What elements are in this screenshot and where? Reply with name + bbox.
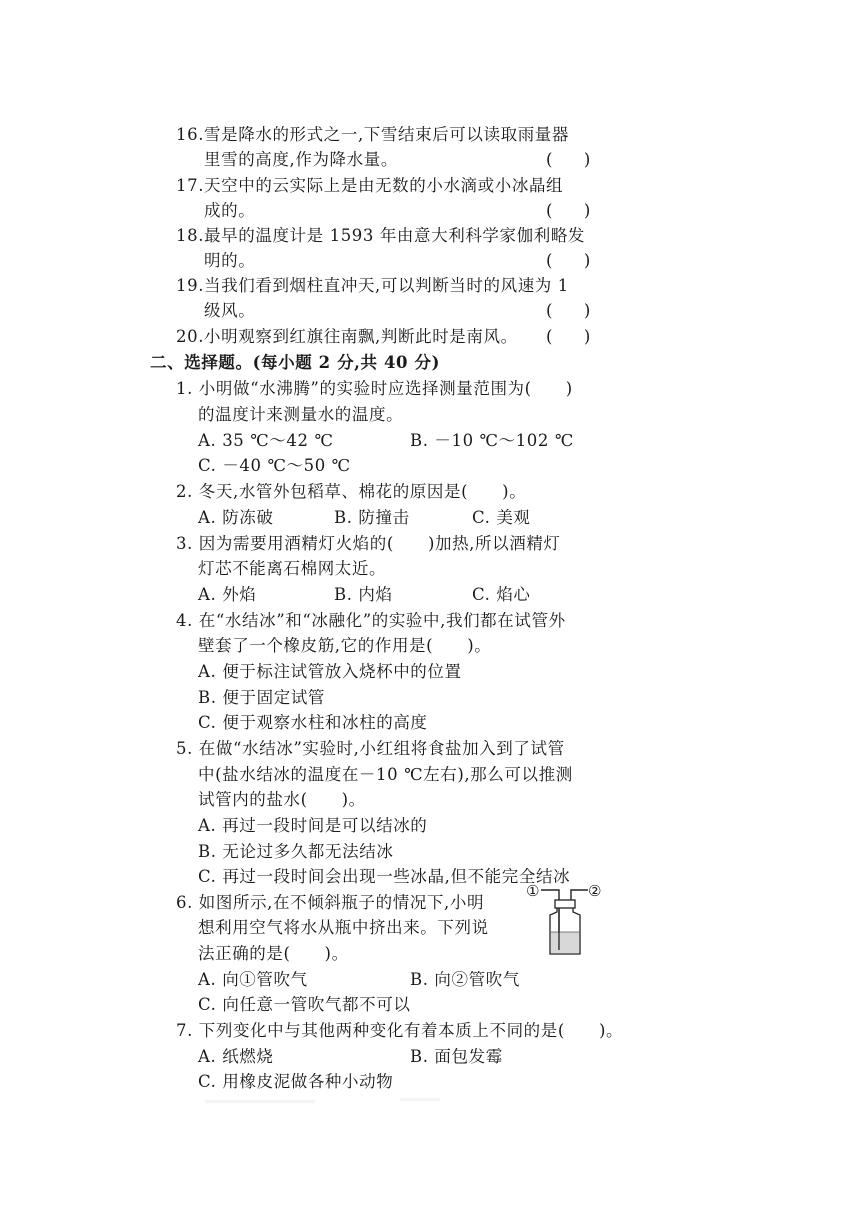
tf-16-number: 16. <box>176 125 205 144</box>
q4-stem-line-2 <box>198 635 491 657</box>
tf-17-line-1 <box>176 175 563 197</box>
q1-option-c[interactable]: C. －40 ℃～50 ℃ <box>198 456 351 475</box>
q6-option-c[interactable]: C. 向任意一管吹气都不可以 <box>198 995 411 1014</box>
q6-stem-line-2: 想利用空气将水从瓶中挤出来。下列说 <box>198 918 489 937</box>
q5-option-b[interactable]: B. 无论过多久都无法结冰 <box>198 842 394 861</box>
tf-19-line-1 <box>176 275 569 297</box>
q2-stem-close: )。 <box>502 482 527 501</box>
tf-18-line-2: 明的。 <box>204 251 256 270</box>
q3-option-b[interactable]: B. 内焰 <box>334 585 393 604</box>
q4-stem-line-1: 4. 在“水结冰”和“冰融化”的实验中,我们都在试管外 <box>176 611 566 630</box>
tf-19-line-2: 级风。 <box>204 301 256 320</box>
tf-19-text-1: 当我们看到烟柱直冲天,可以判断当时的风速为 1 <box>204 276 569 295</box>
q6-stem-line-1: 6. 如图所示,在不倾斜瓶子的情况下,小明 <box>176 893 485 912</box>
scan-smudge <box>400 1098 440 1101</box>
tf-18-answer-blank[interactable]: ( ) <box>546 251 591 270</box>
tf-18-text-1: 最早的温度计是 1593 年由意大利科学家伽利略发 <box>204 226 586 245</box>
q5-stem-line-2: 中(盐水结冰的温度在－10 ℃左右),那么可以推测 <box>198 765 573 784</box>
q4-stem-text: 壁套了一个橡皮筋,它的作用是( <box>198 636 434 655</box>
q2-option-a[interactable]: A. 防冻破 <box>198 508 274 527</box>
tf-18-line-1 <box>176 225 585 247</box>
bottle-water <box>551 932 579 953</box>
q1-stem-line-1 <box>176 378 573 400</box>
q6-stem-close: )。 <box>324 944 349 963</box>
tf-17-line-2: 成的。 <box>204 201 256 220</box>
tf-17-text-1: 天空中的云实际上是由无数的小水滴或小冰晶组 <box>204 176 564 195</box>
q3-stem-rest: )加热,所以酒精灯 <box>427 534 561 553</box>
q7-stem-text: 7. 下列变化中与其他两种变化有着本质上不同的是( <box>176 1021 565 1040</box>
q6-option-b[interactable]: B. 向②管吹气 <box>410 970 520 989</box>
tf-19-answer-blank[interactable]: ( ) <box>546 301 591 320</box>
q5-stem-line-3 <box>198 789 366 811</box>
tf-20-text-1: 小明观察到红旗往南飘,判断此时是南风。 <box>204 327 518 346</box>
q4-option-c[interactable]: C. 便于观察水柱和冰柱的高度 <box>198 713 428 732</box>
tube-label-1: ① <box>526 882 540 900</box>
bottle-stopper <box>555 900 575 908</box>
tf-18-number: 18. <box>176 226 205 245</box>
q2-option-b[interactable]: B. 防撞击 <box>334 508 410 527</box>
q3-stem-line-1 <box>176 533 561 555</box>
q1-stem-line-2: 的温度计来测量水的温度。 <box>198 405 404 424</box>
q6-stem-line-3 <box>198 943 349 965</box>
tf-16-text-1: 雪是降水的形式之一,下雪结束后可以读取雨量器 <box>204 125 569 144</box>
q1-option-a[interactable]: A. 35 ℃～42 ℃ <box>198 431 334 450</box>
q7-stem <box>176 1020 623 1042</box>
q4-option-b[interactable]: B. 便于固定试管 <box>198 688 326 707</box>
q2-option-c[interactable]: C. 美观 <box>472 508 531 527</box>
tf-16-line-1 <box>176 124 569 146</box>
tf-19-number: 19. <box>176 276 205 295</box>
tf-20-number: 20. <box>176 327 205 346</box>
q7-stem-close: )。 <box>598 1021 624 1040</box>
q3-option-a[interactable]: A. 外焰 <box>198 585 257 604</box>
q1-stem-text: 1. 小明做“水沸腾”的实验时应选择测量范围为( <box>176 379 532 398</box>
wash-bottle-diagram <box>526 882 604 958</box>
q5-stem-text: 试管内的盐水( <box>198 790 308 809</box>
q2-stem-text: 2. 冬天,水管外包稻草、棉花的原因是( <box>176 482 469 501</box>
tf-20-answer-blank[interactable]: ( ) <box>546 327 591 346</box>
q3-option-c[interactable]: C. 焰心 <box>472 585 531 604</box>
q5-stem-line-1: 5. 在做“水结冰”实验时,小红组将食盐加入到了试管 <box>176 739 565 758</box>
q2-stem <box>176 481 526 503</box>
q6-stem-text: 法正确的是( <box>198 944 291 963</box>
q3-stem-text: 3. 因为需要用酒精灯火焰的( <box>176 534 394 553</box>
q7-option-c[interactable]: C. 用橡皮泥做各种小动物 <box>198 1072 394 1091</box>
section-2-heading: 二、选择题。(每小题 2 分,共 40 分) <box>150 353 440 372</box>
tube-label-2: ② <box>588 882 602 900</box>
tf-16-answer-blank[interactable]: ( ) <box>546 150 591 169</box>
q4-stem-close: )。 <box>467 636 492 655</box>
tf-16-line-2: 里雪的高度,作为降水量。 <box>204 150 398 169</box>
scan-smudge <box>205 1100 315 1103</box>
q5-stem-close: )。 <box>341 790 366 809</box>
tf-20-line-1 <box>176 326 518 348</box>
tf-17-number: 17. <box>176 176 205 195</box>
q1-stem-close: ) <box>565 379 573 398</box>
q5-option-a[interactable]: A. 再过一段时间是可以结冰的 <box>198 816 428 835</box>
q1-option-b[interactable]: B. －10 ℃～102 ℃ <box>410 431 574 450</box>
tf-17-answer-blank[interactable]: ( ) <box>546 201 591 220</box>
q7-option-b[interactable]: B. 面包发霉 <box>410 1047 503 1066</box>
q4-option-a[interactable]: A. 便于标注试管放入烧杯中的位置 <box>198 662 462 681</box>
q5-option-c[interactable]: C. 再过一段时间会出现一些冰晶,但不能完全结冰 <box>198 867 571 886</box>
q3-stem-line-2: 灯芯不能离石棉网太近。 <box>198 559 387 578</box>
wash-bottle-illustration <box>526 882 604 958</box>
q6-option-a[interactable]: A. 向①管吹气 <box>198 970 308 989</box>
q7-option-a[interactable]: A. 纸燃烧 <box>198 1047 274 1066</box>
